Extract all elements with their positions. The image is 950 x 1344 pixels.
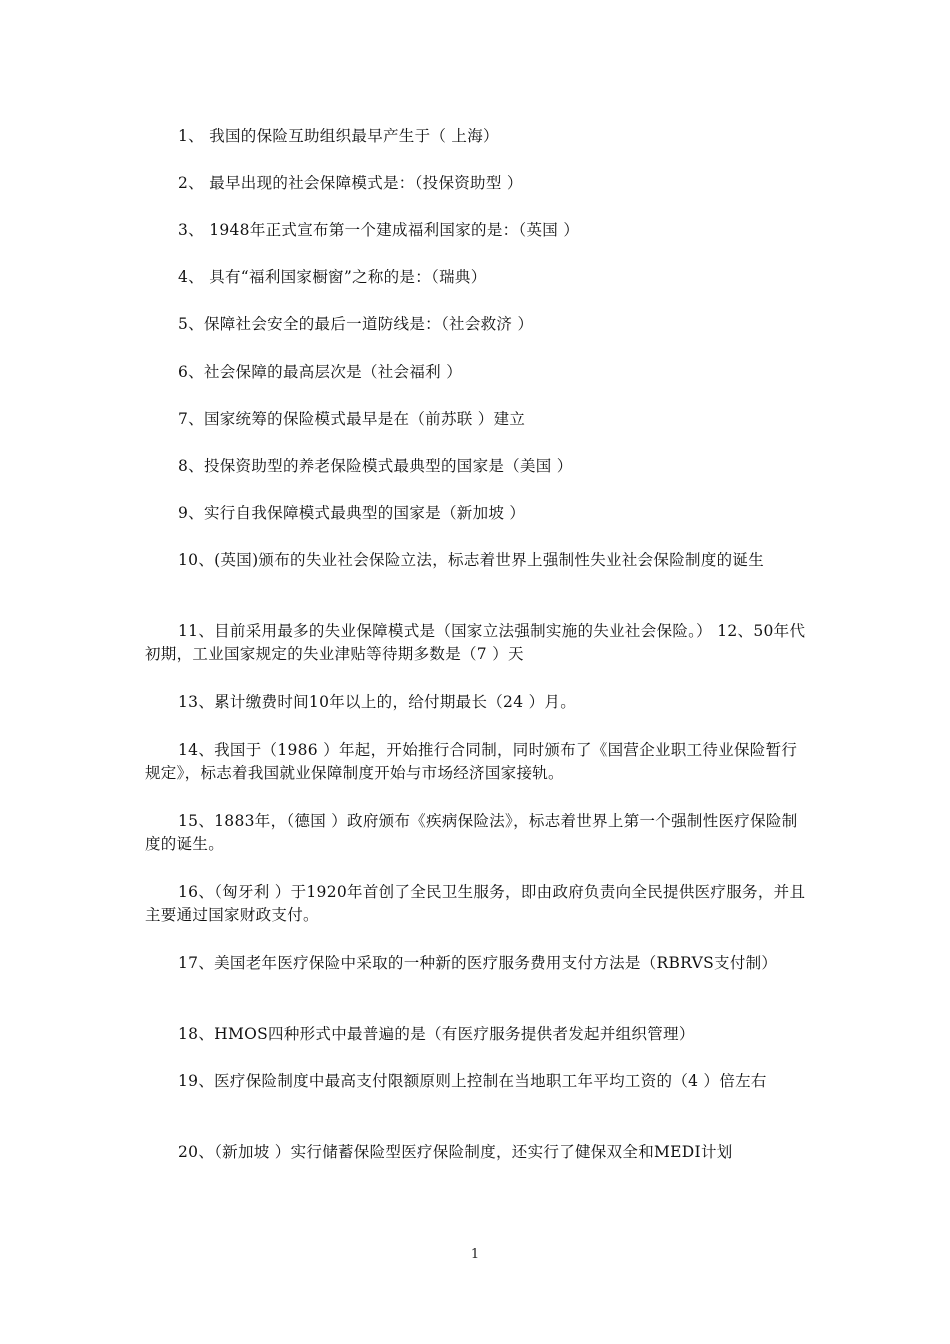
question-item-8: 8、投保资助型的养老保险模式最典型的国家是（美国 ） [178,457,573,475]
question-item-17: 17、美国老年医疗保险中采取的一种新的医疗服务费用支付方法是（RBRVS支付制） [178,954,778,972]
question-item-18: 18、HMOS四种形式中最普遍的是（有医疗服务提供者发起并组织管理） [178,1025,695,1043]
question-item-5: 5、保障社会安全的最后一道防线是：（社会救济 ） [178,315,534,333]
question-item-1: 1、 我国的保险互助组织最早产生于（ 上海） [178,127,499,145]
question-item-14: 14、我国于（1986 ）年起，开始推行合同制，同时颁布了《国营企业职工待业保险暂行规定》，标志着我国就业保障制度开始与市场经济国家接轨。 [145,741,798,782]
question-item-16: 16、（匈牙利 ）于1920年首创了全民卫生服务，即由政府负责向全民提供医疗服务，并且主要通过国家财政支付。 [145,883,806,924]
question-item-11-12: 11、目前采用最多的失业保障模式是（国家立法强制实施的失业社会保险。） 12、50年代初期，工业国家规定的失业津贴等待期多数是（7 ）天 [145,622,806,663]
question-item-9: 9、实行自我保障模式最典型的国家是（新加坡 ） [178,504,526,522]
question-item-19: 19、医疗保险制度中最高支付限额原则上控制在当地职工年平均工资的（4 ）倍左右 [178,1072,767,1090]
question-item-15: 15、1883年，（德国 ）政府颁布《疾病保险法》，标志着世界上第一个强制性医疗保险制度的诞生。 [145,812,798,853]
question-item-20: 20、（新加坡 ）实行储蓄保险型医疗保险制度，还实行了健保双全和MEDI计划 [178,1143,733,1161]
question-item-6: 6、社会保障的最高层次是（社会福利 ） [178,363,462,381]
question-item-10: 10、(英国)颁布的失业社会保险立法，标志着世界上强制性失业社会保险制度的诞生 [178,551,765,569]
question-item-3: 3、 1948年正式宣布第一个建成福利国家的是：（英国 ） [178,221,580,239]
question-item-13: 13、累计缴费时间10年以上的，给付期最长（24 ）月。 [178,693,576,711]
question-item-4: 4、 具有“福利国家橱窗”之称的是：（瑞典） [178,268,487,286]
page-number: 1 [470,1247,480,1262]
question-item-2: 2、 最早出现的社会保障模式是：（投保资助型 ） [178,174,523,192]
question-item-7: 7、国家统筹的保险模式最早是在（前苏联 ）建立 [178,410,526,428]
